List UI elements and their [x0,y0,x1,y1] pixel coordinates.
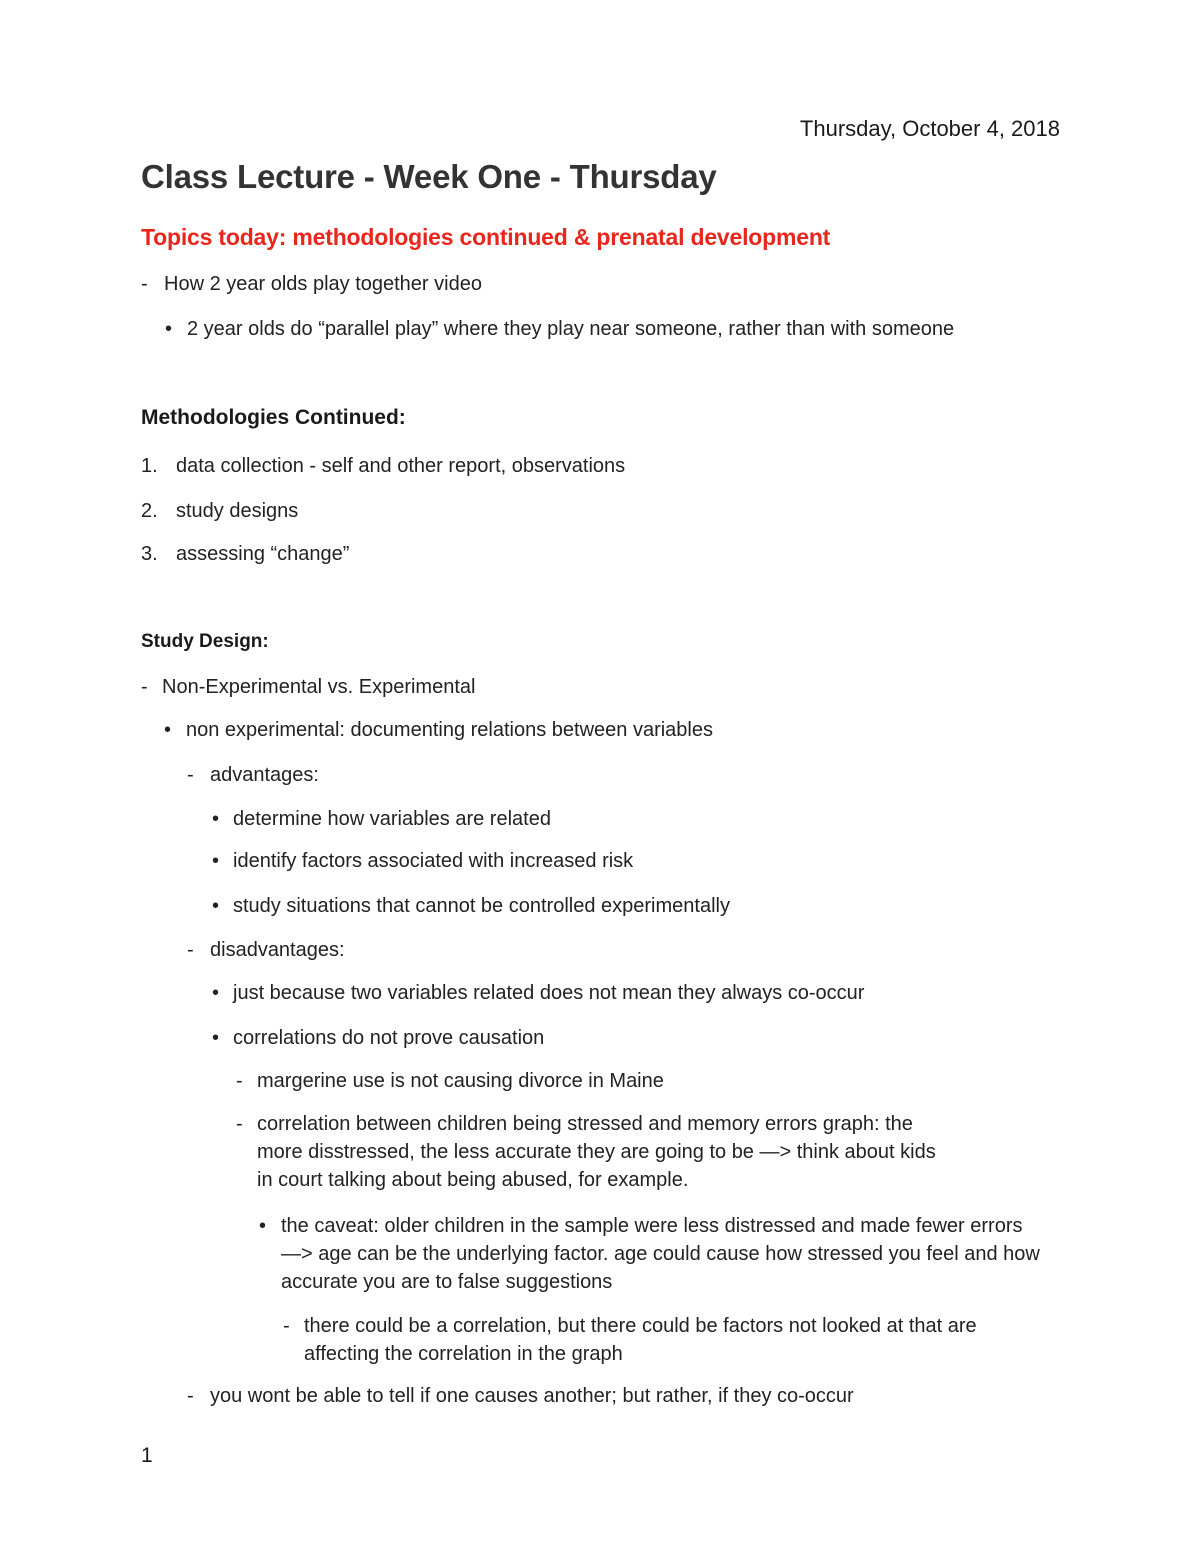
dash-marker: - [283,1315,290,1337]
list-number: 2. [141,500,158,522]
list-item-text: the caveat: older children in the sample were less distressed and made fewer errors —> age can be the underlying factor. age could cause how stressed you feel and how accurate you are to false suggestions [281,1215,1040,1293]
list-item-text: advantages: [210,764,319,786]
list-number: 3. [141,543,158,565]
document-date: Thursday, October 4, 2018 [799,116,1060,141]
list-item [141,1110,936,1194]
list-item-text: you wont be able to tell if one causes another; but rather, if they co-occur [210,1385,854,1407]
page-number: 1 [141,1444,153,1467]
dash-marker: - [187,764,194,786]
bullet-marker: • [212,982,220,1004]
list-item-text: study situations that cannot be controlled experimentally [233,895,730,917]
dash-marker: - [141,273,148,295]
topics-heading: Topics today: methodologies continued & prenatal development [141,224,831,250]
list-item [141,1312,1051,1368]
bullet-marker: • [212,1027,220,1049]
list-number: 1. [141,455,158,477]
bullet-marker: • [212,850,220,872]
list-item-text: data collection - self and other report, observations [176,455,626,477]
list-item-text: disadvantages: [210,939,345,961]
dash-marker: - [187,939,194,961]
study-design-heading: Study Design: [141,631,269,652]
list-item-text: there could be a correlation, but there could be factors not looked at that are affecting the correlation in the graph [304,1315,977,1365]
list-item-text: study designs [176,500,299,522]
list-item-text: just because two variables related does not mean they always co-occur [233,982,865,1004]
bullet-marker: • [164,719,172,741]
list-item-text: determine how variables are related [233,808,551,830]
list-item-text: margerine use is not causing divorce in Maine [257,1070,664,1092]
list-item-text: correlations do not prove causation [233,1027,545,1049]
bullet-marker: • [212,895,220,917]
list-item-text: assessing “change” [176,543,350,565]
list-item-text: non experimental: documenting relations between variables [186,719,713,741]
dash-marker: - [236,1113,243,1135]
methodologies-heading: Methodologies Continued: [141,406,406,429]
dash-marker: - [187,1385,194,1407]
dash-marker: - [236,1070,243,1092]
list-item-text: correlation between children being stressed and memory errors graph: the more disstressed, the less accurate they are going to be —> think about kids in court talking about being abused, for example. [257,1113,936,1191]
bullet-marker: • [165,318,173,340]
bullet-marker: • [212,808,220,830]
list-item [141,1212,1041,1296]
list-item-text: Non-Experimental vs. Experimental [162,676,476,698]
list-item-text: How 2 year olds play together video [164,273,482,295]
list-item-text: 2 year olds do “parallel play” where they play near someone, rather than with someone [187,318,955,340]
list-item-text: identify factors associated with increased risk [233,850,634,872]
dash-marker: - [141,676,148,698]
bullet-marker: • [259,1215,267,1237]
page-title: Class Lecture - Week One - Thursday [141,158,717,195]
